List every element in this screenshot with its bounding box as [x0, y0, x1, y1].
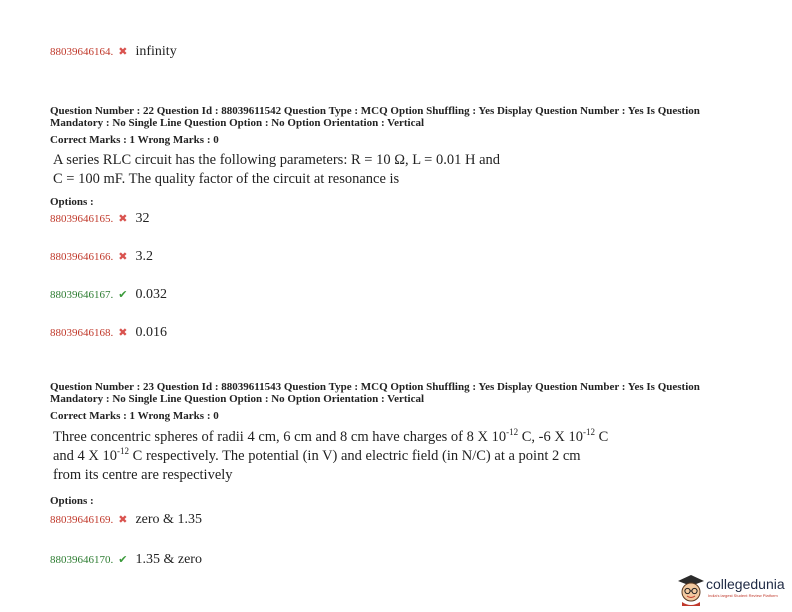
cross-icon: ✖: [118, 45, 128, 58]
option-text: 0.032: [135, 287, 167, 302]
exponent: -12: [506, 427, 519, 438]
option-text: zero & 1.35: [135, 512, 202, 527]
checkmark-icon: ✔: [118, 553, 128, 566]
question-text-line: A series RLC circuit has the following parameters: R = 10 Ω, L = 0.01 H and: [53, 152, 501, 168]
text-fragment: C respectively. The potential (in V) and electric field (in N/C) at a point 2 cm: [129, 448, 581, 464]
question-header: Question Number : 22 Question Id : 88039611542 Question Type : MCQ Option Shuffling : Yes Display Question Number : Yes Is Question Mandatory : No Single Line Question Option : No Option Orientation : Vertical: [50, 105, 700, 129]
question-text-line: [53, 428, 653, 447]
question-marks: Correct Marks : 1 Wrong Marks : 0: [50, 134, 219, 146]
cross-icon: ✖: [118, 513, 128, 526]
text-fragment: and 4 X 10: [53, 448, 118, 464]
cross-icon: ✖: [118, 212, 128, 225]
option-id: 88039646164.: [50, 46, 114, 58]
question-text-line: from its centre are respectively: [53, 467, 233, 483]
option-text: infinity: [135, 44, 177, 59]
text-fragment: C, -6 X 10: [518, 429, 583, 445]
question-header: Question Number : 23 Question Id : 88039611543 Question Type : MCQ Option Shuffling : Yes Display Question Number : Yes Is Question Mandatory : No Single Line Question Option : No Option Orientation : Vertical: [50, 381, 700, 405]
cross-icon: ✖: [118, 250, 128, 263]
option-row: [50, 249, 153, 265]
option-row: [50, 287, 167, 303]
option-text: 3.2: [135, 249, 153, 264]
question-text-line: [53, 447, 653, 466]
option-id: 88039646167.: [50, 289, 114, 301]
exponent: -12: [582, 427, 595, 438]
option-id: 88039646169.: [50, 514, 114, 526]
option-row: [50, 512, 202, 528]
option-id: 88039646165.: [50, 213, 114, 225]
text-fragment: C: [594, 429, 609, 445]
options-label: Options :: [50, 196, 94, 208]
question-text: [53, 428, 653, 485]
question-text-line: C = 100 mF. The quality factor of the circuit at resonance is: [53, 171, 400, 187]
question-text: [53, 151, 613, 189]
option-id: 88039646166.: [50, 251, 114, 263]
exponent: -12: [117, 446, 130, 457]
question-marks: Correct Marks : 1 Wrong Marks : 0: [50, 410, 219, 422]
brand-name: collegedunia: [706, 576, 785, 592]
checkmark-icon: ✔: [118, 288, 128, 301]
option-text: 32: [135, 211, 150, 226]
option-row: [50, 325, 167, 341]
cross-icon: ✖: [118, 326, 128, 339]
prev-option: [50, 44, 177, 60]
text-fragment: Three concentric spheres of radii 4 cm, 6 cm and 8 cm have charges of 8 X 10: [53, 429, 507, 445]
options-label: Options :: [50, 495, 94, 507]
option-id: 88039646170.: [50, 554, 114, 566]
option-text: 1.35 & zero: [135, 552, 202, 567]
brand-logo: [676, 572, 788, 606]
option-row: [50, 211, 149, 227]
option-id: 88039646168.: [50, 327, 114, 339]
option-text: 0.016: [135, 325, 167, 340]
graduate-mascot-icon: [676, 572, 706, 606]
option-row: [50, 552, 202, 568]
brand-tagline: India's largest Student Review Platform: [708, 593, 778, 598]
